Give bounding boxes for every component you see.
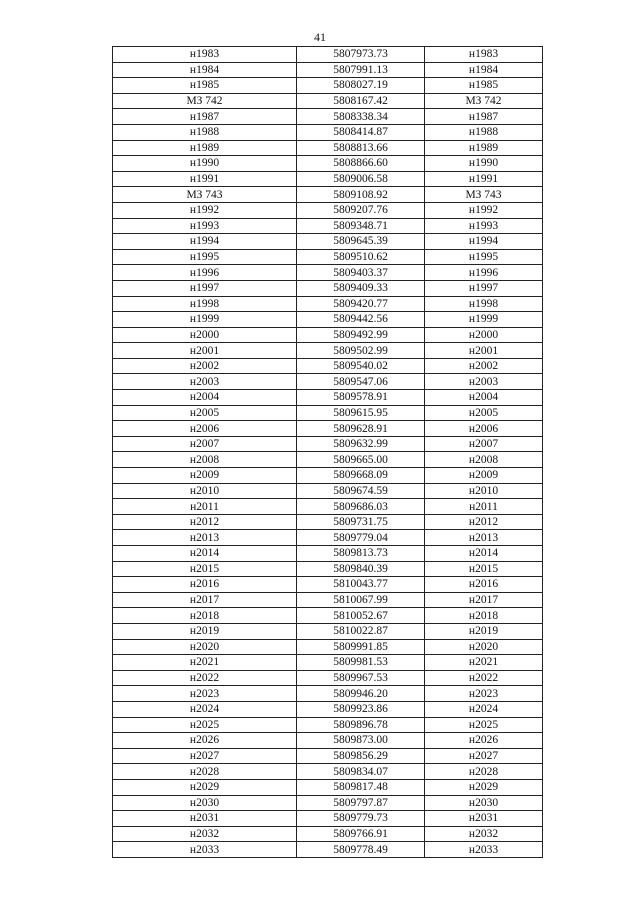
table-row <box>113 468 543 484</box>
point-id-cell: н1985 <box>113 78 297 94</box>
coordinate-value-cell: 5809348.71 <box>297 218 425 234</box>
point-id-repeat-cell: н1985 <box>425 78 543 94</box>
coordinate-value-cell: 5809632.99 <box>297 436 425 452</box>
coordinate-value-cell: 5809006.58 <box>297 171 425 187</box>
point-id-cell: н2023 <box>113 686 297 702</box>
table-row <box>113 78 543 94</box>
coordinate-value-cell: 5808167.42 <box>297 93 425 109</box>
point-id-cell: н1994 <box>113 234 297 250</box>
point-id-repeat-cell: н2019 <box>425 623 543 639</box>
point-id-cell: н2025 <box>113 717 297 733</box>
point-id-repeat-cell: н2008 <box>425 452 543 468</box>
point-id-repeat-cell: н2032 <box>425 826 543 842</box>
coordinate-value-cell: 5809547.06 <box>297 374 425 390</box>
point-id-repeat-cell: н2033 <box>425 842 543 858</box>
point-id-repeat-cell: МЗ 742 <box>425 93 543 109</box>
point-id-repeat-cell: н2020 <box>425 639 543 655</box>
point-id-cell: н2020 <box>113 639 297 655</box>
coordinate-value-cell: 5809856.29 <box>297 748 425 764</box>
point-id-repeat-cell: н2010 <box>425 483 543 499</box>
point-id-cell: н2013 <box>113 530 297 546</box>
point-id-cell: н2002 <box>113 358 297 374</box>
coordinate-value-cell: 5809896.78 <box>297 717 425 733</box>
coordinates-table-body <box>113 47 543 858</box>
point-id-repeat-cell: н1989 <box>425 140 543 156</box>
coordinate-value-cell: 5809686.03 <box>297 499 425 515</box>
coordinate-value-cell: 5809540.02 <box>297 358 425 374</box>
table-row <box>113 62 543 78</box>
table-row <box>113 374 543 390</box>
point-id-repeat-cell: н1996 <box>425 265 543 281</box>
table-row <box>113 109 543 125</box>
table-row <box>113 249 543 265</box>
table-row <box>113 312 543 328</box>
point-id-cell: н1999 <box>113 312 297 328</box>
point-id-repeat-cell: н2014 <box>425 546 543 562</box>
coordinate-value-cell: 5809510.62 <box>297 249 425 265</box>
table-row <box>113 842 543 858</box>
table-row <box>113 670 543 686</box>
page-number: 41 <box>314 30 326 44</box>
table-row <box>113 655 543 671</box>
point-id-repeat-cell: н2001 <box>425 343 543 359</box>
coordinate-value-cell: 5809502.99 <box>297 343 425 359</box>
point-id-repeat-cell: н2006 <box>425 421 543 437</box>
table-row <box>113 124 543 140</box>
table-row <box>113 421 543 437</box>
point-id-cell: н1993 <box>113 218 297 234</box>
point-id-cell: н1983 <box>113 47 297 63</box>
point-id-repeat-cell: н2005 <box>425 405 543 421</box>
point-id-repeat-cell: н2021 <box>425 655 543 671</box>
point-id-cell: н1996 <box>113 265 297 281</box>
point-id-repeat-cell: н1987 <box>425 109 543 125</box>
point-id-cell: н1992 <box>113 202 297 218</box>
coordinate-value-cell: 5809991.85 <box>297 639 425 655</box>
table-row <box>113 499 543 515</box>
point-id-repeat-cell: н2023 <box>425 686 543 702</box>
point-id-repeat-cell: н2026 <box>425 733 543 749</box>
point-id-cell: н2000 <box>113 327 297 343</box>
table-row <box>113 826 543 842</box>
coordinate-value-cell: 5808414.87 <box>297 124 425 140</box>
coordinate-value-cell: 5808027.19 <box>297 78 425 94</box>
point-id-cell: н1984 <box>113 62 297 78</box>
table-row <box>113 623 543 639</box>
coordinate-value-cell: 5809967.53 <box>297 670 425 686</box>
coordinate-value-cell: 5809923.86 <box>297 701 425 717</box>
coordinate-value-cell: 5809797.87 <box>297 795 425 811</box>
table-row <box>113 218 543 234</box>
coordinate-value-cell: 5809668.09 <box>297 468 425 484</box>
table-row <box>113 483 543 499</box>
table-row <box>113 795 543 811</box>
point-id-repeat-cell: н2031 <box>425 811 543 827</box>
coordinate-value-cell: 5809442.56 <box>297 312 425 328</box>
coordinate-value-cell: 5809779.04 <box>297 530 425 546</box>
point-id-repeat-cell: н1992 <box>425 202 543 218</box>
point-id-repeat-cell: н2022 <box>425 670 543 686</box>
point-id-cell: н2003 <box>113 374 297 390</box>
point-id-repeat-cell: н1998 <box>425 296 543 312</box>
point-id-repeat-cell: н2002 <box>425 358 543 374</box>
coordinate-value-cell: 5809665.00 <box>297 452 425 468</box>
point-id-cell: н1988 <box>113 124 297 140</box>
point-id-cell: н2016 <box>113 577 297 593</box>
point-id-repeat-cell: н2024 <box>425 701 543 717</box>
point-id-repeat-cell: н1983 <box>425 47 543 63</box>
point-id-repeat-cell: н2012 <box>425 514 543 530</box>
table-row <box>113 733 543 749</box>
point-id-cell: н2018 <box>113 608 297 624</box>
point-id-cell: н2028 <box>113 764 297 780</box>
point-id-cell: н2011 <box>113 499 297 515</box>
point-id-cell: н2008 <box>113 452 297 468</box>
point-id-cell: н2001 <box>113 343 297 359</box>
point-id-repeat-cell: н1984 <box>425 62 543 78</box>
coordinate-value-cell: 5809873.00 <box>297 733 425 749</box>
coordinate-value-cell: 5809766.91 <box>297 826 425 842</box>
table-row <box>113 452 543 468</box>
point-id-repeat-cell: н2030 <box>425 795 543 811</box>
point-id-cell: н1995 <box>113 249 297 265</box>
point-id-cell: н2014 <box>113 546 297 562</box>
table-row <box>113 577 543 593</box>
coordinate-value-cell: 5809778.49 <box>297 842 425 858</box>
table-row <box>113 686 543 702</box>
table-row <box>113 187 543 203</box>
table-row <box>113 140 543 156</box>
point-id-cell: н2030 <box>113 795 297 811</box>
point-id-repeat-cell: н2011 <box>425 499 543 515</box>
point-id-repeat-cell: н2007 <box>425 436 543 452</box>
point-id-repeat-cell: н2004 <box>425 390 543 406</box>
point-id-repeat-cell: н2018 <box>425 608 543 624</box>
table-row <box>113 327 543 343</box>
point-id-repeat-cell: н1990 <box>425 156 543 172</box>
coordinate-value-cell: 5809834.07 <box>297 764 425 780</box>
table-row <box>113 390 543 406</box>
point-id-repeat-cell: н2013 <box>425 530 543 546</box>
point-id-cell: н2006 <box>113 421 297 437</box>
point-id-cell: н2012 <box>113 514 297 530</box>
point-id-cell: н2029 <box>113 779 297 795</box>
table-row <box>113 748 543 764</box>
table-row <box>113 530 543 546</box>
coordinate-value-cell: 5809645.39 <box>297 234 425 250</box>
point-id-cell: н2031 <box>113 811 297 827</box>
point-id-repeat-cell: н1999 <box>425 312 543 328</box>
point-id-cell: н2022 <box>113 670 297 686</box>
point-id-cell: н2032 <box>113 826 297 842</box>
coordinate-value-cell: 5809492.99 <box>297 327 425 343</box>
table-row <box>113 639 543 655</box>
table-row <box>113 265 543 281</box>
coordinate-value-cell: 5807973.73 <box>297 47 425 63</box>
point-id-cell: н2017 <box>113 592 297 608</box>
coordinate-value-cell: 5809674.59 <box>297 483 425 499</box>
point-id-cell: н2004 <box>113 390 297 406</box>
coordinate-value-cell: 5809731.75 <box>297 514 425 530</box>
coordinate-value-cell: 5808813.66 <box>297 140 425 156</box>
point-id-cell: н2009 <box>113 468 297 484</box>
point-id-repeat-cell: н2015 <box>425 561 543 577</box>
table-row <box>113 546 543 562</box>
point-id-repeat-cell: н2003 <box>425 374 543 390</box>
point-id-repeat-cell: н2029 <box>425 779 543 795</box>
point-id-cell: МЗ 742 <box>113 93 297 109</box>
coordinate-value-cell: 5810067.99 <box>297 592 425 608</box>
coordinate-value-cell: 5809108.92 <box>297 187 425 203</box>
point-id-cell: н2027 <box>113 748 297 764</box>
point-id-repeat-cell: н2000 <box>425 327 543 343</box>
point-id-cell: н2019 <box>113 623 297 639</box>
coordinate-value-cell: 5810052.67 <box>297 608 425 624</box>
coordinate-value-cell: 5809207.76 <box>297 202 425 218</box>
point-id-cell: н2007 <box>113 436 297 452</box>
point-id-repeat-cell: н2028 <box>425 764 543 780</box>
table-row <box>113 811 543 827</box>
table-row <box>113 296 543 312</box>
coordinate-value-cell: 5809779.73 <box>297 811 425 827</box>
point-id-cell: н1987 <box>113 109 297 125</box>
point-id-cell: н1990 <box>113 156 297 172</box>
point-id-cell: н1989 <box>113 140 297 156</box>
table-row <box>113 234 543 250</box>
coordinate-value-cell: 5809981.53 <box>297 655 425 671</box>
coordinates-table <box>112 46 543 858</box>
table-row <box>113 592 543 608</box>
coordinate-value-cell: 5810043.77 <box>297 577 425 593</box>
coordinate-value-cell: 5809946.20 <box>297 686 425 702</box>
table-row <box>113 280 543 296</box>
table-row <box>113 47 543 63</box>
point-id-cell: н2024 <box>113 701 297 717</box>
point-id-repeat-cell: н1991 <box>425 171 543 187</box>
point-id-cell: н2005 <box>113 405 297 421</box>
point-id-repeat-cell: н1988 <box>425 124 543 140</box>
point-id-cell: н2026 <box>113 733 297 749</box>
coordinate-value-cell: 5810022.87 <box>297 623 425 639</box>
point-id-cell: н2010 <box>113 483 297 499</box>
point-id-repeat-cell: н2017 <box>425 592 543 608</box>
coordinate-value-cell: 5807991.13 <box>297 62 425 78</box>
point-id-repeat-cell: н2009 <box>425 468 543 484</box>
table-row <box>113 156 543 172</box>
point-id-repeat-cell: н1995 <box>425 249 543 265</box>
point-id-cell: н2015 <box>113 561 297 577</box>
table-row <box>113 358 543 374</box>
point-id-cell: н1991 <box>113 171 297 187</box>
point-id-repeat-cell: н1994 <box>425 234 543 250</box>
point-id-repeat-cell: н1997 <box>425 280 543 296</box>
coordinate-value-cell: 5809420.77 <box>297 296 425 312</box>
table-row <box>113 717 543 733</box>
coordinate-value-cell: 5809817.48 <box>297 779 425 795</box>
table-row <box>113 779 543 795</box>
point-id-repeat-cell: н2027 <box>425 748 543 764</box>
point-id-cell: н2033 <box>113 842 297 858</box>
table-row <box>113 436 543 452</box>
table-row <box>113 514 543 530</box>
coordinate-value-cell: 5809578.91 <box>297 390 425 406</box>
coordinate-value-cell: 5809813.73 <box>297 546 425 562</box>
table-row <box>113 171 543 187</box>
table-row <box>113 561 543 577</box>
table-row <box>113 701 543 717</box>
coordinate-value-cell: 5808338.34 <box>297 109 425 125</box>
table-row <box>113 93 543 109</box>
coordinate-value-cell: 5809628.91 <box>297 421 425 437</box>
table-row <box>113 764 543 780</box>
table-row <box>113 405 543 421</box>
point-id-cell: н2021 <box>113 655 297 671</box>
point-id-repeat-cell: МЗ 743 <box>425 187 543 203</box>
coordinate-value-cell: 5809409.33 <box>297 280 425 296</box>
coordinate-value-cell: 5809403.37 <box>297 265 425 281</box>
point-id-cell: МЗ 743 <box>113 187 297 203</box>
table-row <box>113 608 543 624</box>
point-id-repeat-cell: н2025 <box>425 717 543 733</box>
point-id-repeat-cell: н1993 <box>425 218 543 234</box>
point-id-cell: н1998 <box>113 296 297 312</box>
point-id-repeat-cell: н2016 <box>425 577 543 593</box>
coordinate-value-cell: 5809615.95 <box>297 405 425 421</box>
table-row <box>113 202 543 218</box>
table-row <box>113 343 543 359</box>
coordinate-value-cell: 5809840.39 <box>297 561 425 577</box>
coordinate-value-cell: 5808866.60 <box>297 156 425 172</box>
point-id-cell: н1997 <box>113 280 297 296</box>
